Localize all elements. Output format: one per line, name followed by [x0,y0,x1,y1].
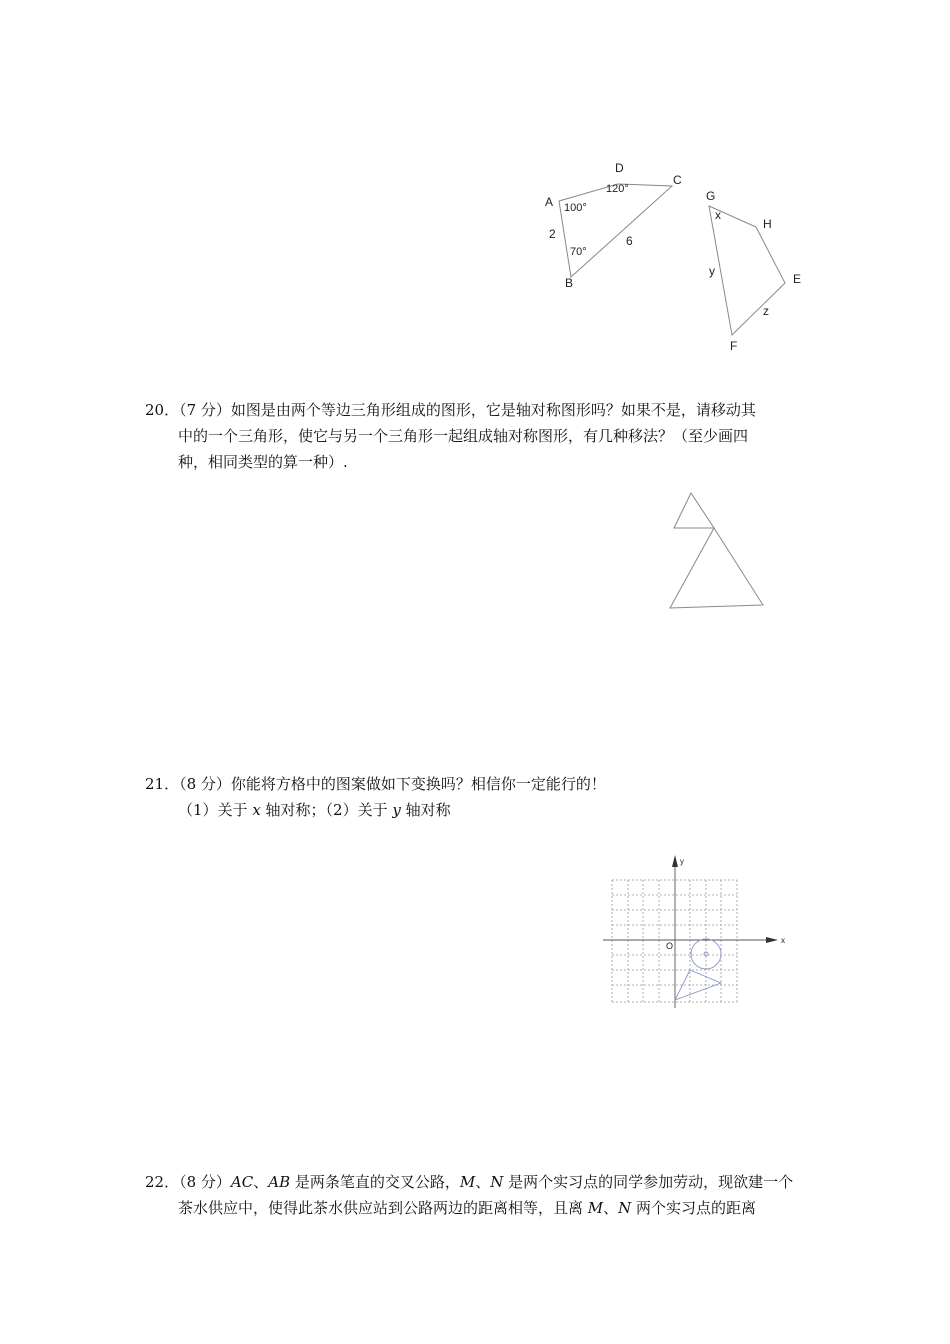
quadrilaterals-figure [530,155,820,360]
q22-line1-post: 是两个实习点的同学参加劳动，现欲建一个 [503,1173,794,1191]
label-d: D [615,161,624,175]
side-ef-label: z [763,304,769,318]
q21-part1-post: 轴对称；（2）关于 [260,801,393,819]
label-g: G [706,189,716,203]
q22-sep-1: 、 [253,1173,269,1191]
question-20-line-2: 中的一个三角形，使它与另一个三角形一起组成轴对称图形，有几种移法？（至少画四 [178,427,749,445]
question-20-line-3: 种，相同类型的算一种）. [178,453,348,471]
q22-line1-mid: 是两条笔直的交叉公路， [290,1173,460,1191]
label-f: F [730,339,738,353]
label-a: A [545,195,554,209]
grid-pattern [675,939,721,1000]
quadrilateral-ghef [709,206,785,335]
angle-b-label: 70° [570,246,587,258]
label-e: E [793,272,802,286]
question-21 [145,771,815,823]
q21-var-y: y [392,801,401,819]
question-22 [145,1169,815,1221]
y-axis-arrow [672,855,678,867]
side-gh-label: x [715,208,721,222]
q22-var-n: N [490,1173,504,1191]
q22-var-m: M [459,1173,476,1191]
angle-d-label: 120° [606,183,629,195]
two-triangles-figure [665,488,770,614]
x-axis-arrow [766,937,778,943]
question-21-line-1: （8 分）你能将方格中的图案做如下变换吗？相信你一定能行的！ [179,775,606,793]
question-20-line-1: （7 分）如图是由两个等边三角形组成的图形，它是轴对称图形吗？如果不是，请移动其 [179,401,756,419]
angle-a-label: 100° [564,202,587,214]
label-h: H [763,217,772,231]
q21-var-x: x [252,801,261,819]
side-ab-label: 2 [549,227,556,241]
q22-var-m2: M [587,1199,604,1217]
question-21-number: 21． [145,775,180,793]
q22-line1-pre: （8 分） [179,1173,231,1191]
origin-label: O [666,941,674,951]
question-20 [145,397,815,475]
question-20-number: 20． [145,401,180,419]
q21-part2-post: 轴对称 [400,801,451,819]
side-gf-label: y [709,264,715,278]
y-axis-label: y [680,857,684,866]
side-bc-label: 6 [626,234,633,248]
q22-sep-2: 、 [475,1173,491,1191]
q22-var-n2: N [618,1199,632,1217]
x-axis-label: x [781,936,785,945]
large-triangle [670,528,763,608]
quadrilateral-abcd [559,184,672,277]
coordinate-grid-figure [600,850,795,1010]
question-22-number: 22． [145,1173,180,1191]
label-b: B [565,276,574,290]
q21-part1-pre: （1）关于 [178,801,253,819]
small-triangle [674,493,714,528]
question-21-line-2 [145,797,815,823]
label-c: C [673,173,682,187]
question-22-line-2 [145,1195,815,1221]
q22-var-ab: AB [268,1173,291,1191]
q22-var-ac: AC [230,1173,254,1191]
q22-line2-pre: 茶水供应中，使得此茶水供应站到公路两边的距离相等，且离 [178,1199,588,1217]
q22-sep-3: 、 [603,1199,619,1217]
q22-line2-post: 两个实习点的距离 [631,1199,757,1217]
